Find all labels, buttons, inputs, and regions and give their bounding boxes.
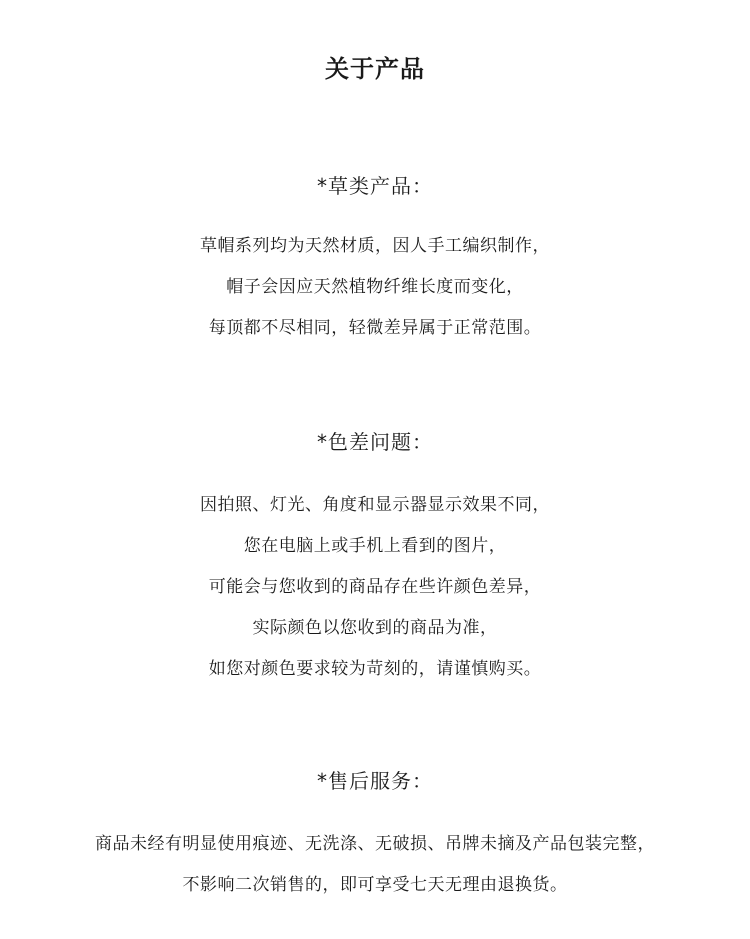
section-heading-straw-products: *草类产品：	[317, 174, 433, 198]
section-body-after-sales	[0, 824, 750, 906]
paragraph-line: 可能会与您收到的商品存在些许颜色差异，	[208, 577, 542, 597]
section-body-straw-products	[0, 226, 750, 349]
page-title: 关于产品	[325, 55, 425, 83]
section-heading-color-difference: *色差问题：	[317, 430, 433, 454]
paragraph-line: 草帽系列均为天然材质，因人手工编织制作，	[200, 236, 550, 256]
paragraph-line: 您在电脑上或手机上看到的图片，	[243, 536, 507, 556]
paragraph-line: 帽子会因应天然植物纤维长度而变化，	[226, 277, 524, 297]
paragraph-line: 实际颜色以您收到的商品为准，	[252, 618, 498, 638]
section-body-color-difference	[0, 485, 750, 690]
paragraph-line: 如您对颜色要求较为苛刻的，请谨慎购买。	[208, 659, 542, 679]
paragraph-line: 因拍照、灯光、角度和显示器显示效果不同，	[200, 495, 550, 515]
paragraph-line: 商品未经有明显使用痕迹、无洗涤、无破损、吊牌未摘及产品包装完整，	[95, 834, 655, 854]
paragraph-line: 不影响二次销售的，即可享受七天无理由退换货。	[182, 875, 568, 895]
section-heading-after-sales: *售后服务：	[317, 769, 433, 793]
paragraph-line: 每顶都不尽相同，轻微差异属于正常范围。	[208, 318, 542, 338]
